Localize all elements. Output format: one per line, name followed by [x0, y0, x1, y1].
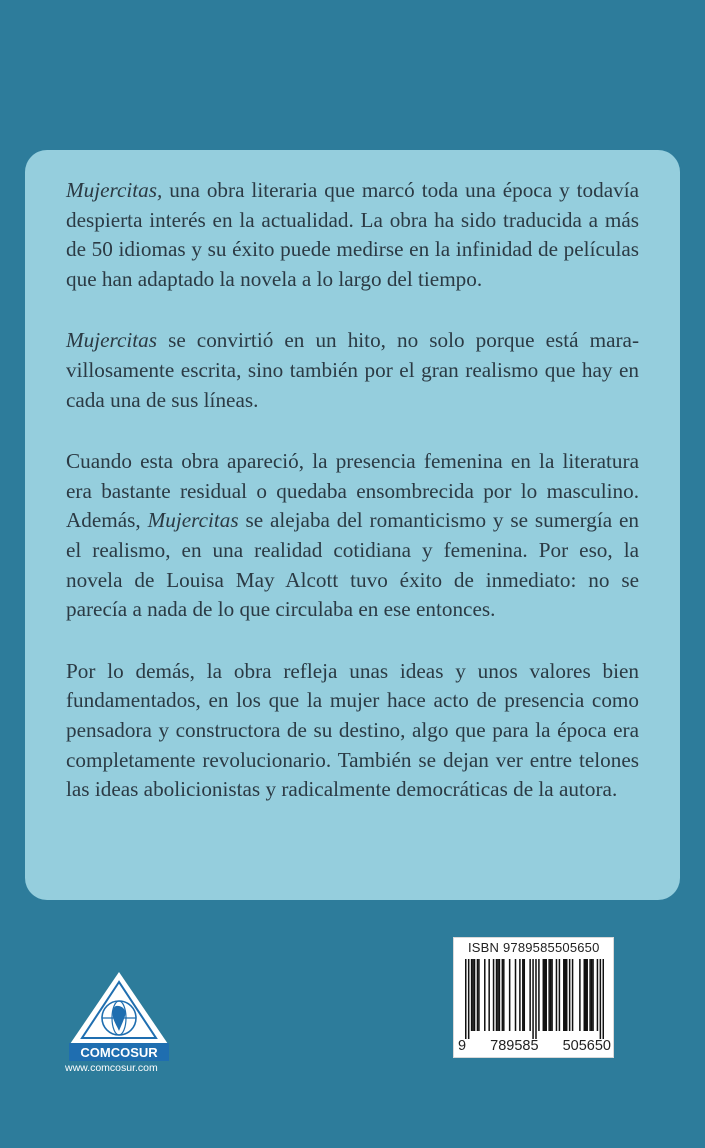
- barcode-bar: [556, 959, 558, 1031]
- barcode-bar: [585, 959, 587, 1031]
- ean-left-group: 789585: [490, 1038, 539, 1054]
- barcode-bar: [488, 959, 490, 1031]
- blurb-text: se alejaba del romanticismo y se sumergía en el realismo, en una realidad cotidiana y femenina. Por eso, la novela de Louisa May Alcott tuvo éxito de inmediato: no se parecía a nada de lo que circulaba en ese entonces.: [66, 508, 639, 622]
- barcode-bar: [566, 959, 568, 1031]
- barcode-bar: [468, 959, 470, 1039]
- barcode-bar: [538, 959, 540, 1031]
- blurb-text: una obra literaria que marcó toda una época y todavía despierta interés en la actualidad. La obra ha sido traducida a más de 50 idiomas y su éxito puede medirse en la infinidad de películas que han adaptado la novela a lo largo del tiempo.: [66, 178, 639, 291]
- barcode-bar: [529, 959, 531, 1031]
- barcode-bar: [591, 959, 593, 1031]
- barcode-bar: [497, 959, 499, 1031]
- barcode-bar: [603, 959, 604, 1039]
- barcode-bar: [477, 959, 479, 1031]
- barcode-bar: [569, 959, 571, 1031]
- barcode-bar: [551, 959, 553, 1031]
- blurb-paragraph-1: [66, 176, 639, 294]
- barcode-bar: [502, 959, 504, 1031]
- barcode-bar: [543, 959, 545, 1031]
- barcode-bar: [496, 959, 498, 1031]
- blurb-text: se convirtió en un hito, no solo porque está maravillosamente escrita, sino también por el gran realismo que hay en cada una de sus líneas.: [66, 328, 639, 412]
- barcode-bar: [600, 959, 602, 1039]
- blurb-text: Cuando esta obra apareció, la presencia femenina en la literatura era bastante residual o quedaba ensombrecida por lo masculino. Además,: [66, 449, 639, 533]
- barcode-bar: [579, 959, 581, 1031]
- barcode-bar: [472, 959, 474, 1031]
- barcode-bar: [592, 959, 594, 1031]
- barcode-bar: [563, 959, 565, 1031]
- barcode-bar: [589, 959, 591, 1031]
- blurb-text: Por lo demás, la obra refleja unas ideas y unos valores bien fundamentados, en los que la mujer hace acto de presencia como pensadora y constructora de su destino, algo que para la época era completamente revolucionario. También se dejan ver entre telones las ideas abolicionistas y radicalmente democráticas de la autora.: [66, 658, 639, 802]
- comcosur-logo: [64, 970, 174, 1062]
- blurb-paragraph-3: [66, 447, 639, 625]
- barcode-bar: [597, 959, 599, 1031]
- barcode-bar: [584, 959, 586, 1031]
- book-title-italic: Mujercitas,: [66, 178, 163, 202]
- ean-right-group: 505650: [562, 1038, 611, 1054]
- blurb-paragraph-4: [66, 657, 639, 805]
- barcode-bar: [474, 959, 476, 1031]
- barcode-bar: [545, 959, 547, 1031]
- barcode-bar: [515, 959, 517, 1031]
- barcode-bar: [471, 959, 473, 1031]
- barcode-bar: [559, 959, 561, 1031]
- book-title-italic: Mujercitas: [66, 328, 158, 353]
- publisher-url: www.comcosur.com: [65, 1062, 158, 1074]
- barcode-bar: [484, 959, 486, 1031]
- barcode-bar: [503, 959, 505, 1031]
- barcode-bar: [522, 959, 524, 1031]
- barcode-bar: [509, 959, 511, 1031]
- isbn-barcode: [453, 937, 614, 1058]
- book-title-italic: Mujercitas: [147, 508, 239, 533]
- barcode-bar: [572, 959, 574, 1031]
- barcode-bar: [532, 959, 534, 1039]
- isbn-label: ISBN 9789585505650: [468, 940, 600, 955]
- ean-first-digit: 9: [458, 1038, 467, 1054]
- barcode-bar: [493, 959, 495, 1031]
- back-cover-blurb-panel: [25, 150, 680, 900]
- barcode-bar: [519, 959, 521, 1031]
- barcode-bar: [499, 959, 501, 1031]
- barcode-bar: [478, 959, 480, 1031]
- barcode-bar: [586, 959, 588, 1031]
- barcode-bar: [544, 959, 546, 1031]
- ean-digits: [458, 1038, 611, 1054]
- blurb-paragraph-2: [66, 326, 639, 415]
- barcode-bars: [465, 959, 604, 1041]
- barcode-bar: [548, 959, 550, 1031]
- barcode-bar: [535, 959, 537, 1039]
- barcode-bar: [465, 959, 467, 1039]
- barcode-bar: [524, 959, 526, 1031]
- publisher-name: COMCOSUR: [80, 1045, 158, 1060]
- barcode-bar: [564, 959, 566, 1031]
- barcode-bar: [550, 959, 552, 1031]
